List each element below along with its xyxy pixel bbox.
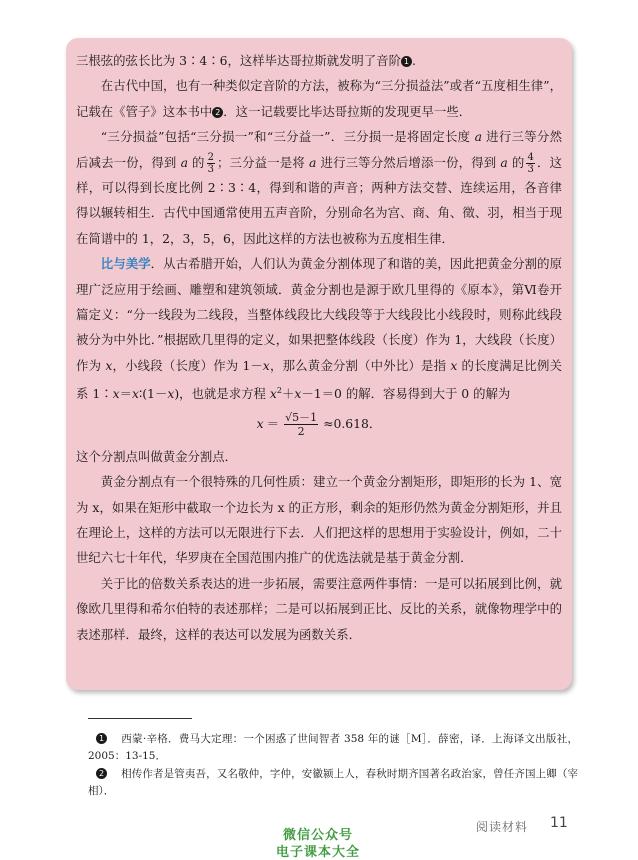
- footnote-1: 1 西蒙·辛格．费马大定理：一个困惑了世间智者 358 年的谜［M］．薛密，译．上海译文出版社，2005：13-15．: [88, 733, 578, 762]
- fraction-four-thirds: $\frac{4}{3}$: [527, 151, 534, 175]
- paragraph-ancient-china: 在古代中国，也有一种类似定音阶的方法，被称为“三分损益法”或者“五度相生律”，记载在《管子》这本书中 2 ．这一记载要比毕达哥拉斯的发现更早一些．: [76, 78, 562, 119]
- watermark-line-2: 电子课本大全: [275, 845, 360, 860]
- footnote-divider: [88, 718, 192, 719]
- footnote-1-mark: 1: [96, 733, 107, 744]
- footer-section-label: 阅读材料: [476, 820, 529, 834]
- footnote-2: 2 相传作者是管夷吾，又名敬仲，字仲，安徽颍上人，春秋时期齐国著名政治家，曾任齐国上卿（宰相）．: [88, 768, 578, 797]
- section-heading-ratio-aesthetics: 比与美学: [100, 256, 151, 272]
- paragraph-pythagoras-scale: 三根弦的弦长比为 3∶4∶6，这样毕达哥拉斯就发明了音阶 1 .: [76, 53, 416, 68]
- paragraph-sanfen-sunyi: “三分损益”包括“三分损一”和“三分益一”．三分损一是将固定长度 a 进行三等分然后减去一份，得到 a 的 $\frac{2}{3}$ ；三分益一是将 a 进行三等分然后增添一份，得到 a 的 $\frac{4}{3}$ ．这样，可以得到长度比例 2∶3∶4，得到和谐的声音；两种方法交替、连续运用，各音律得以辗转相生．古代中国通常使用五声音阶，分别命名为宫、商、角、徵、羽，相当于现在简谱中的 1，2，3，5，6，因此这样的方法也被称为五度相生律．: [76, 129, 562, 246]
- footnote-ref-2[interactable]: 2: [212, 107, 223, 118]
- paragraph-golden-point: 这个分割点叫做黄金分割点．: [76, 448, 238, 464]
- paragraph-golden-ratio: 比与美学．从古希腊开始，人们认为黄金分割体现了和谐的美，因此把黄金分割的原理广泛应用于绘画、雕塑和建筑领域．黄金分割也是源于欧几里得的《原本》，第Ⅵ卷开篇定义：“分一线段为二线段，当整体线段比大线段等于大线段比小线段时，则称此线段被分为中外比．”根据欧几里得的定义，如果把整体线段（长度）作为 1，大线段（长度）作为 x，小线段（长度）作为 1－x，那么黄金分割（中外比）是指 x 的长度满足比例关系 1∶x＝x∶(1－x)，也就是求方程 $x^2+x-1=0$ 的解．容易得到大于 0 的解为: [76, 256, 563, 402]
- golden-ratio-formula: x ＝ $\frac{√5-1}{2}$ ≈0.618．: [256, 410, 382, 438]
- footnote-ref-1[interactable]: 1: [401, 56, 412, 67]
- footnote-2-mark: 2: [96, 768, 107, 779]
- reading-material-box: [66, 38, 572, 690]
- paragraph-golden-rectangle: 黄金分割点有一个很特殊的几何性质：建立一个黄金分割矩形，即矩形的长为 1、宽为 x，如果在矩形中截取一个边长为 x 的正方形，剩余的矩形仍然为黄金分割矩形，并且在理论上，这样的方法可以无限进行下去．人们把这样的思想用于实验设计，例如，二十世纪六七十年代，华罗庚在全国范围内推广的优选法就是基于黄金分割．: [76, 474, 562, 566]
- fraction-two-thirds: $\frac{2}{3}$: [207, 151, 214, 175]
- watermark-line-1: 微信公众号: [282, 828, 353, 843]
- page-number: 11: [550, 815, 568, 831]
- formula-fraction: $\frac{√5-1}{2}$: [285, 410, 318, 438]
- paragraph-ratio-extension: 关于比的倍数关系表达的进一步拓展，需要注意两件事情：一是可以拓展到比例，就像欧几里得和希尔伯特的表述那样；二是可以拓展到正比、反比的关系，就像物理学中的表述那样．最终，这样的表达可以发展为函数关系．: [76, 575, 562, 642]
